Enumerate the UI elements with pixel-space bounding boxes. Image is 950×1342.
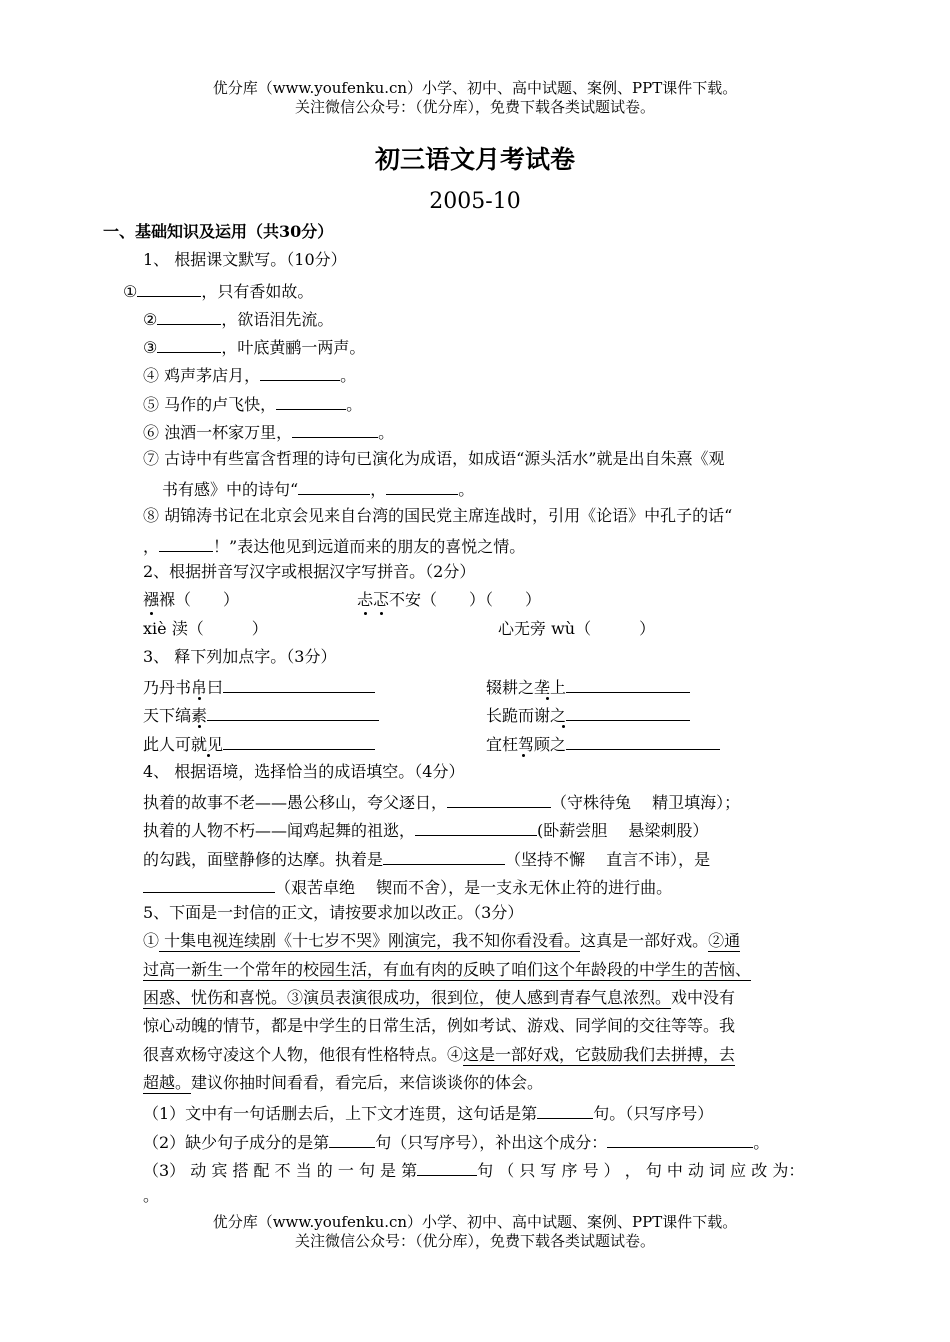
q1-item-4-blank[interactable] xyxy=(260,364,340,381)
q5-text: 这真是一部好戏。 xyxy=(580,931,709,950)
q1-item-5 xyxy=(143,393,362,414)
q5-stem: 5、下面是一封信的正文，请按要求加以改正。（3分） xyxy=(143,903,524,922)
q1-item-8-text: ， xyxy=(143,537,160,556)
q1-item-8-line-1: ⑧ 胡锦涛书记在北京会见来自台湾的国民党主席连战时，引用《论语》中孔子的话“ xyxy=(143,506,733,525)
q5-underlined-text: ②通 xyxy=(708,931,741,950)
q5-letter-line-1 xyxy=(143,932,740,950)
q4-line-1-options: （守株待兔 精卫填海）； xyxy=(551,793,741,812)
q1-item-2-num: ② xyxy=(143,310,158,329)
q1-item-2 xyxy=(143,308,333,329)
q5-letter-line-3 xyxy=(143,989,735,1007)
q4-line-4 xyxy=(143,876,672,897)
header-line-2: 关注微信公众号：（优分库），免费下载各类试题试卷。 xyxy=(294,98,655,116)
q1-item-7-blank-1[interactable] xyxy=(298,478,370,495)
q3-item-a-blank[interactable] xyxy=(223,676,375,693)
header-line-1: 优分库（www.youfenku.cn）小学、初中、高中试题、案例、PPT课件下载。 xyxy=(212,79,738,97)
q5-sub-3 xyxy=(143,1159,804,1180)
q5-sub-2 xyxy=(143,1131,769,1152)
q5-text: 建议你抽时间看看，看完后，来信谈谈你的体会。 xyxy=(191,1073,544,1092)
emphasis-dot xyxy=(522,754,525,757)
q5-underlined-text: 困惑、忧伤和喜悦。③演员表演很成功，很到位，使人感到青春气息浓烈。 xyxy=(143,988,672,1007)
q4-line-3-options: （坚持不懈 直言不讳），是 xyxy=(505,850,711,869)
q1-item-1 xyxy=(123,280,313,301)
section-heading: 一、基础知识及运用（共30分） xyxy=(103,222,334,241)
q3-item-f-blank[interactable] xyxy=(566,733,720,750)
q2-item-a: 襁褓（ ） xyxy=(143,590,240,609)
q3-item-d xyxy=(486,704,690,725)
q1-item-7-blank-2[interactable] xyxy=(386,478,458,495)
q5-sub-1-blank[interactable] xyxy=(537,1102,593,1119)
q1-item-8-end: ！”表达他见到远道而来的朋友的喜悦之情。 xyxy=(213,537,526,556)
q3-item-f xyxy=(486,733,720,754)
q5-letter-line-4: 惊心动魄的情节，都是中学生的日常生活，例如考试、游戏、同学间的交往等等。我 xyxy=(143,1016,736,1035)
q5-sub-1-end: 句。（只写序号） xyxy=(593,1104,714,1123)
q2-item-b: 忐忑不安（ ）（ ） xyxy=(357,590,542,609)
q1-stem: 1、 根据课文默写。（10分） xyxy=(143,250,347,269)
q5-sub-2-blank-2[interactable] xyxy=(607,1131,753,1148)
q4-line-2 xyxy=(143,819,708,840)
q2-stem: 2、根据拼音写汉字或根据汉字写拼音。（2分） xyxy=(143,562,476,581)
q3-item-a-text: 乃丹书帛曰 xyxy=(143,678,224,697)
q1-item-4 xyxy=(143,364,356,385)
footer-line-2: 关注微信公众号：（优分库），免费下载各类试题试卷。 xyxy=(294,1232,655,1250)
q3-stem: 3、 释下列加点字。（3分） xyxy=(143,647,337,666)
q1-item-1-blank[interactable] xyxy=(137,280,201,297)
q3-item-c-text: 天下缟素 xyxy=(143,706,208,725)
q5-sub-2-text: （2）缺少句子成分的是第 xyxy=(143,1133,330,1152)
emphasis-dot xyxy=(198,697,201,700)
q1-item-3-text: ，叶底黄鹂一两声。 xyxy=(221,338,366,357)
q1-item-1-text: ，只有香如故。 xyxy=(201,282,314,301)
q4-line-3 xyxy=(143,848,710,869)
q5-sub-3-text: （3） 动 宾 搭 配 不 当 的 一 句 是 第 xyxy=(143,1161,418,1180)
q1-item-8-line-2 xyxy=(143,535,525,556)
q3-item-a xyxy=(143,676,375,697)
q5-sub-2-end: 。 xyxy=(753,1133,770,1152)
q5-letter-line-5 xyxy=(143,1046,735,1064)
emphasis-dot xyxy=(207,754,210,757)
emphasis-dot xyxy=(198,725,201,728)
q4-line-1 xyxy=(143,791,740,812)
q3-item-e-blank[interactable] xyxy=(223,733,375,750)
q1-item-7-line-1: ⑦ 古诗中有些富含哲理的诗句已演化为成语，如成语“源头活水”就是出自朱熹《观 xyxy=(143,449,725,468)
q1-item-3 xyxy=(143,336,365,357)
q5-sub-3-blank[interactable] xyxy=(417,1159,477,1176)
q1-item-3-num: ③ xyxy=(143,338,158,357)
q5-letter-line-2 xyxy=(143,961,751,979)
emphasis-dot xyxy=(562,725,565,728)
q5-underlined-text: 过高一新生一个常年的校园生活，有血有肉的反映了咱们这个年龄段的中学生的苦恼、 xyxy=(143,960,752,979)
q1-item-5-blank[interactable] xyxy=(276,393,346,410)
emphasis-dot xyxy=(546,697,549,700)
q4-line-4-options: （艰苦卓绝 锲而不舍），是一支永无休止符的进行曲。 xyxy=(275,878,673,897)
q5-underlined-text: 这是一部好戏，它鼓励我们去拼搏，去 xyxy=(463,1045,736,1064)
q3-item-c xyxy=(143,704,379,725)
q4-stem: 4、 根据语境，选择恰当的成语填空。（4分） xyxy=(143,762,465,781)
q4-blank-3[interactable] xyxy=(383,848,505,865)
q5-text: 很喜欢杨守凌这个人物，他很有性格特点。④ xyxy=(143,1045,464,1064)
q1-item-4-text: ④ 鸡声茅店月， xyxy=(143,366,261,385)
q5-text: 戏中没有 xyxy=(671,988,736,1007)
emphasis-dot xyxy=(364,612,367,615)
q4-line-1-text: 执着的故事不老——愚公移山，夸父逐日， xyxy=(143,793,448,812)
q3-item-c-blank[interactable] xyxy=(207,704,379,721)
exam-date: 2005-10 xyxy=(429,189,521,214)
q5-sub-1-text: （1）文中有一句话删去后，上下文才连贯，这句话是第 xyxy=(143,1104,538,1123)
q3-item-b-blank[interactable] xyxy=(566,676,690,693)
q1-item-7-text: 书有感》中的诗句“ xyxy=(162,480,299,499)
q1-item-5-end: 。 xyxy=(346,395,363,414)
q4-line-2-text: 执着的人物不朽——闻鸡起舞的祖逖， xyxy=(143,821,416,840)
q5-sub-2-mid: 句（只写序号），补出这个成分： xyxy=(375,1133,608,1152)
q5-underlined-text: 超越。 xyxy=(143,1073,192,1092)
emphasis-dot xyxy=(380,612,383,615)
q2-item-d: 心无旁 wù（ ） xyxy=(498,619,656,638)
q3-item-b-text: 辍耕之垄上 xyxy=(486,678,567,697)
q5-sub-2-blank-1[interactable] xyxy=(329,1131,375,1148)
emphasis-dot xyxy=(150,612,153,615)
q1-item-2-text: ，欲语泪先流。 xyxy=(221,310,334,329)
q1-item-7-end: 。 xyxy=(458,480,475,499)
q3-item-d-blank[interactable] xyxy=(566,704,690,721)
q3-item-e xyxy=(143,733,375,754)
q1-item-3-blank[interactable] xyxy=(157,336,221,353)
q1-item-1-num: ① xyxy=(123,282,138,301)
q3-item-e-text: 此人可就见 xyxy=(143,735,224,754)
q5-sub-3-end: 句 （ 只 写 序 号 ） ， 句 中 动 词 应 改 为： xyxy=(477,1161,805,1180)
q2-item-c: xiè 渎（ ） xyxy=(143,619,268,638)
q4-blank-4[interactable] xyxy=(143,876,275,893)
q1-item-5-text: ⑤ 马作的卢飞快， xyxy=(143,395,277,414)
q4-blank-2[interactable] xyxy=(415,819,537,836)
q1-item-7-line-2 xyxy=(162,478,474,499)
q1-item-6 xyxy=(143,421,394,442)
footer-line-1: 优分库（www.youfenku.cn）小学、初中、高中试题、案例、PPT课件下载。 xyxy=(212,1213,738,1231)
q1-item-2-blank[interactable] xyxy=(157,308,221,325)
q5-underlined-text: 十集电视连续剧《十七岁不哭》刚演完，我不知你看没看。 xyxy=(159,931,581,950)
page-title: 初三语文月考试卷 xyxy=(374,145,575,174)
q3-item-b xyxy=(486,676,690,697)
q1-item-6-end: 。 xyxy=(378,423,395,442)
q1-item-6-blank[interactable] xyxy=(292,421,378,438)
q1-item-8-blank[interactable] xyxy=(159,535,213,552)
q4-line-3-text: 的勾践，面壁静修的达摩。执着是 xyxy=(143,850,384,869)
q5-text: ① xyxy=(143,931,160,950)
q4-line-2-options: (卧薪尝胆 悬梁刺股） xyxy=(537,821,709,840)
q3-item-d-text: 长跪而谢之 xyxy=(486,706,567,725)
q1-item-6-text: ⑥ 浊酒一杯家万里， xyxy=(143,423,293,442)
q1-item-7-sep: ， xyxy=(370,480,387,499)
q3-item-f-text: 宜枉驾顾之 xyxy=(486,735,567,754)
q5-letter-line-6 xyxy=(143,1074,543,1092)
q4-blank-1[interactable] xyxy=(447,791,551,808)
q5-sub-1 xyxy=(143,1102,713,1123)
q1-item-4-end: 。 xyxy=(340,366,357,385)
q5-sub-3-line-2: 。 xyxy=(143,1186,160,1205)
